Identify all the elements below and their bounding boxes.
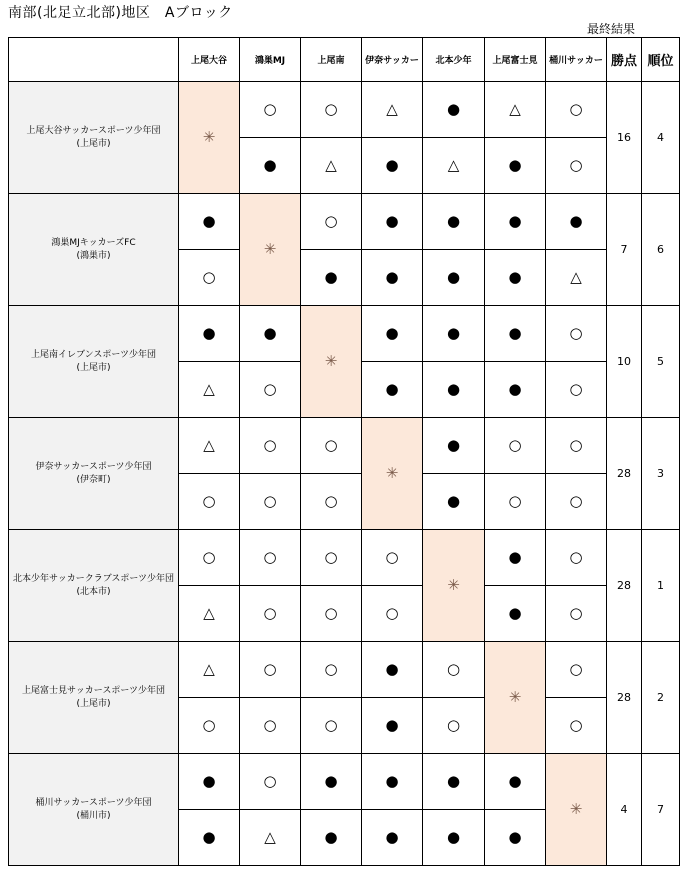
result-mark: ● [485,362,546,418]
result-mark: ● [362,194,423,250]
team-name: 鴻巣MJキッカーズFC [51,237,136,248]
team-row-top [9,754,680,810]
result-mark: ○ [546,362,607,418]
result-mark: ● [240,138,301,194]
result-mark: ● [485,194,546,250]
result-mark: ● [423,474,485,530]
result-mark: ○ [240,82,301,138]
result-mark: ○ [301,530,362,586]
header-blank [9,38,179,82]
result-mark: ● [301,250,362,306]
result-mark: ○ [423,698,485,754]
result-mark: ● [362,138,423,194]
result-mark: ● [362,810,423,866]
result-mark: ○ [301,698,362,754]
team-row-top [9,306,680,362]
team-row-top [9,82,680,138]
result-mark: ○ [485,418,546,474]
result-mark: ○ [546,306,607,362]
result-mark: ● [423,362,485,418]
result-mark: ● [240,306,301,362]
result-mark: ● [423,418,485,474]
points-cell: 28 [607,530,642,642]
result-mark: ● [423,194,485,250]
result-mark: △ [362,82,423,138]
team-row-top [9,194,680,250]
result-mark: ○ [301,642,362,698]
team-name-cell [9,642,179,754]
result-mark: △ [179,642,240,698]
result-mark: ● [423,810,485,866]
result-mark: ● [179,810,240,866]
team-name-cell [9,306,179,418]
result-mark: ● [423,306,485,362]
self-match-cell: ✳ [485,642,546,754]
result-mark: ○ [240,474,301,530]
result-mark: △ [179,418,240,474]
result-mark: ○ [301,586,362,642]
team-city: (伊奈町) [76,474,111,485]
result-mark: ○ [362,530,423,586]
result-mark: ● [179,194,240,250]
result-mark: ● [362,754,423,810]
team-row-top [9,642,680,698]
header-opponent: 鴻巣MJ [240,38,301,82]
result-mark: ● [485,530,546,586]
self-match-cell: ✳ [362,418,423,530]
team-name: 上尾富士見サッカースポーツ少年団 [21,685,165,696]
result-mark: ● [485,754,546,810]
result-mark: ● [546,194,607,250]
result-mark: ● [423,250,485,306]
result-mark: ● [362,698,423,754]
page-title: 南部(北足立北部)地区 Aブロック [8,5,233,21]
header-opponent: 上尾南 [301,38,362,82]
result-mark: ○ [546,698,607,754]
result-mark: ● [179,754,240,810]
rank-cell: 2 [642,642,680,754]
result-mark: ○ [301,474,362,530]
header-points: 勝点 [607,38,642,82]
result-mark: ○ [240,418,301,474]
points-cell: 28 [607,642,642,754]
team-name-cell [9,530,179,642]
self-match-cell: ✳ [546,754,607,866]
result-mark: ○ [179,698,240,754]
result-mark: ● [423,82,485,138]
result-mark: ● [301,754,362,810]
result-mark: ● [179,306,240,362]
result-mark: ● [362,642,423,698]
result-mark: ○ [546,586,607,642]
result-mark: ○ [362,586,423,642]
self-match-cell: ✳ [240,194,301,306]
result-mark: ○ [240,530,301,586]
result-mark: ○ [301,194,362,250]
result-mark: ○ [240,362,301,418]
result-mark: ○ [423,642,485,698]
result-mark: △ [301,138,362,194]
result-mark: ○ [179,250,240,306]
final-results-label: 最終結果 [587,22,636,36]
header-opponent: 北本少年 [423,38,485,82]
result-mark: ○ [301,418,362,474]
self-match-cell: ✳ [423,530,485,642]
result-mark: ● [362,306,423,362]
result-mark: ○ [546,138,607,194]
header-opponent: 上尾富士見 [485,38,546,82]
team-name: 伊奈サッカースポーツ少年団 [35,461,152,472]
result-mark: ○ [485,474,546,530]
points-cell: 28 [607,418,642,530]
rank-cell: 5 [642,306,680,418]
result-mark: ● [485,138,546,194]
result-mark: ● [485,586,546,642]
points-cell: 16 [607,82,642,194]
rank-cell: 4 [642,82,680,194]
rank-cell: 1 [642,530,680,642]
header-opponent: 伊奈サッカー [362,38,423,82]
self-match-cell: ✳ [179,82,240,194]
header-opponent: 桶川サッカー [546,38,607,82]
team-name-cell [9,82,179,194]
result-mark: ○ [546,418,607,474]
team-name: 北本少年サッカークラブスポーツ少年団 [12,573,175,584]
team-name-cell [9,194,179,306]
team-city: (鴻巣市) [76,250,111,261]
team-city: (上尾市) [76,362,111,373]
result-mark: ● [485,250,546,306]
result-mark: ○ [179,474,240,530]
result-mark: ● [485,810,546,866]
team-row-top [9,418,680,474]
header-rank: 順位 [642,38,680,82]
result-mark: ○ [240,586,301,642]
team-city: (上尾市) [76,138,111,149]
rank-cell: 3 [642,418,680,530]
result-mark: ● [362,250,423,306]
result-mark: △ [179,362,240,418]
result-mark: ○ [546,530,607,586]
result-mark: ● [485,306,546,362]
team-name-cell [9,754,179,866]
result-mark: ○ [240,642,301,698]
result-mark: △ [423,138,485,194]
result-mark: ○ [240,698,301,754]
result-mark: ○ [546,82,607,138]
result-mark: ○ [546,474,607,530]
team-city: (桶川市) [76,810,111,821]
header-row [9,38,680,82]
result-mark: △ [240,810,301,866]
self-match-cell: ✳ [301,306,362,418]
team-name: 桶川サッカースポーツ少年団 [35,797,152,808]
team-city: (北本市) [76,586,111,597]
points-cell: 7 [607,194,642,306]
result-mark: ○ [179,530,240,586]
rank-cell: 6 [642,194,680,306]
league-table [8,37,680,866]
result-mark: △ [179,586,240,642]
team-city: (上尾市) [76,698,111,709]
team-name: 上尾南イレブンスポーツ少年団 [30,349,156,360]
header-opponent: 上尾大谷 [179,38,240,82]
result-mark: ○ [240,754,301,810]
result-mark: ○ [546,642,607,698]
team-name: 上尾大谷サッカースポーツ少年団 [26,125,161,136]
points-cell: 10 [607,306,642,418]
points-cell: 4 [607,754,642,866]
team-name-cell [9,418,179,530]
result-mark: ● [423,754,485,810]
rank-cell: 7 [642,754,680,866]
result-mark: △ [485,82,546,138]
team-row-top [9,530,680,586]
result-mark: ● [362,362,423,418]
result-mark: ● [301,810,362,866]
result-mark: △ [546,250,607,306]
result-mark: ○ [301,82,362,138]
